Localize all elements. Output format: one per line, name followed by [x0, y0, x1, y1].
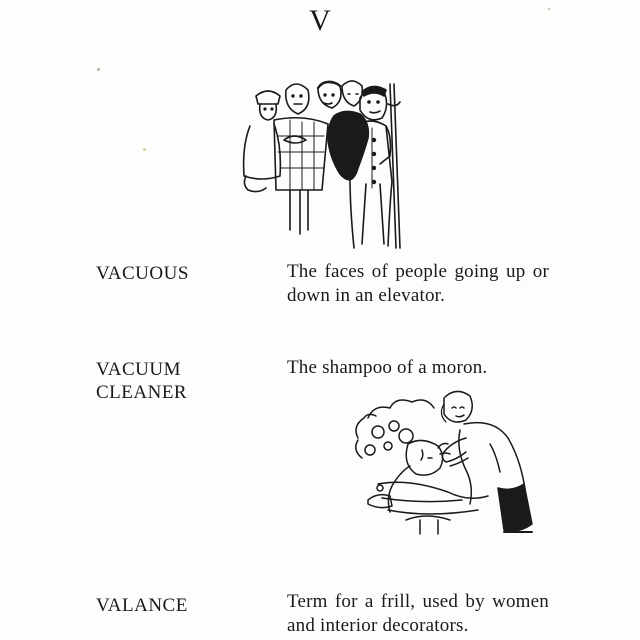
- paper-speck: [97, 68, 100, 71]
- entry-definition-vacuum-cleaner: The shampoo of a moron.: [287, 357, 488, 378]
- entry-term-valance: VALANCE: [96, 595, 188, 616]
- section-letter-heading: V: [309, 4, 331, 37]
- entry-term-vacuous: VACUOUS: [96, 263, 189, 284]
- paper-speck: [548, 8, 550, 10]
- elevator-illustration: [238, 76, 408, 254]
- entry-definition-vacuous: The faces of people going up or down in an elevator.: [287, 261, 549, 306]
- paper-speck: [143, 148, 146, 151]
- shampoo-illustration: [348, 388, 548, 538]
- entry-term-vacuum-cleaner: VACUUM CLEANER: [96, 359, 188, 403]
- entry-definition-valance: Term for a frill, used by women and interior decorators.: [287, 591, 549, 636]
